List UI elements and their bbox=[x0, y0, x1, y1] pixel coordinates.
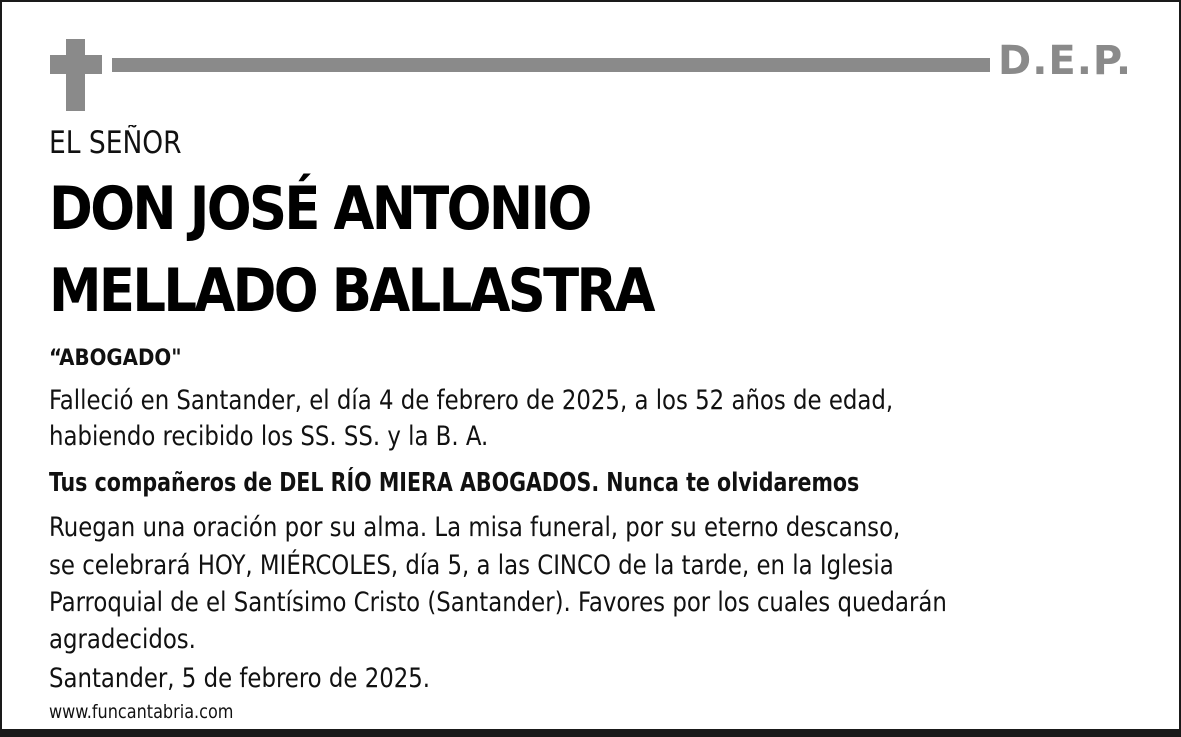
dep-label: D.E.P. bbox=[998, 38, 1133, 84]
place-date: Santander, 5 de febrero de 2025. bbox=[49, 663, 431, 694]
header-rule bbox=[112, 58, 990, 72]
death-notice-line-2: habiendo recibido los SS. SS. y la B. A. bbox=[49, 421, 489, 452]
website-link[interactable]: www.funcantabria.com bbox=[49, 701, 234, 723]
prayer-line-2: se celebrará HOY, MIÉRCOLES, día 5, a las CINCO de la tarde, en la Iglesia bbox=[49, 550, 894, 581]
prayer-line-3: Parroquial de el Santísimo Cristo (Santander). Favores por los cuales quedarán bbox=[49, 587, 947, 618]
cross-icon bbox=[50, 39, 102, 111]
death-notice-line-1: Falleció en Santander, el día 4 de febrero de 2025, a los 52 años de edad, bbox=[49, 385, 894, 416]
deceased-name-line-1: DON JOSÉ ANTONIO bbox=[49, 174, 590, 244]
deceased-name-line-2: MELLADO BALLASTRA bbox=[49, 256, 653, 326]
honorific-title: EL SEÑOR bbox=[49, 125, 182, 161]
prayer-line-1: Ruegan una oración por su alma. La misa funeral, por su eterno descanso, bbox=[49, 512, 901, 543]
profession: “ABOGADO" bbox=[49, 346, 182, 371]
dedication: Tus compañeros de DEL RÍO MIERA ABOGADOS. Nunca te olvidaremos bbox=[49, 468, 860, 498]
prayer-line-4: agradecidos. bbox=[49, 624, 196, 655]
